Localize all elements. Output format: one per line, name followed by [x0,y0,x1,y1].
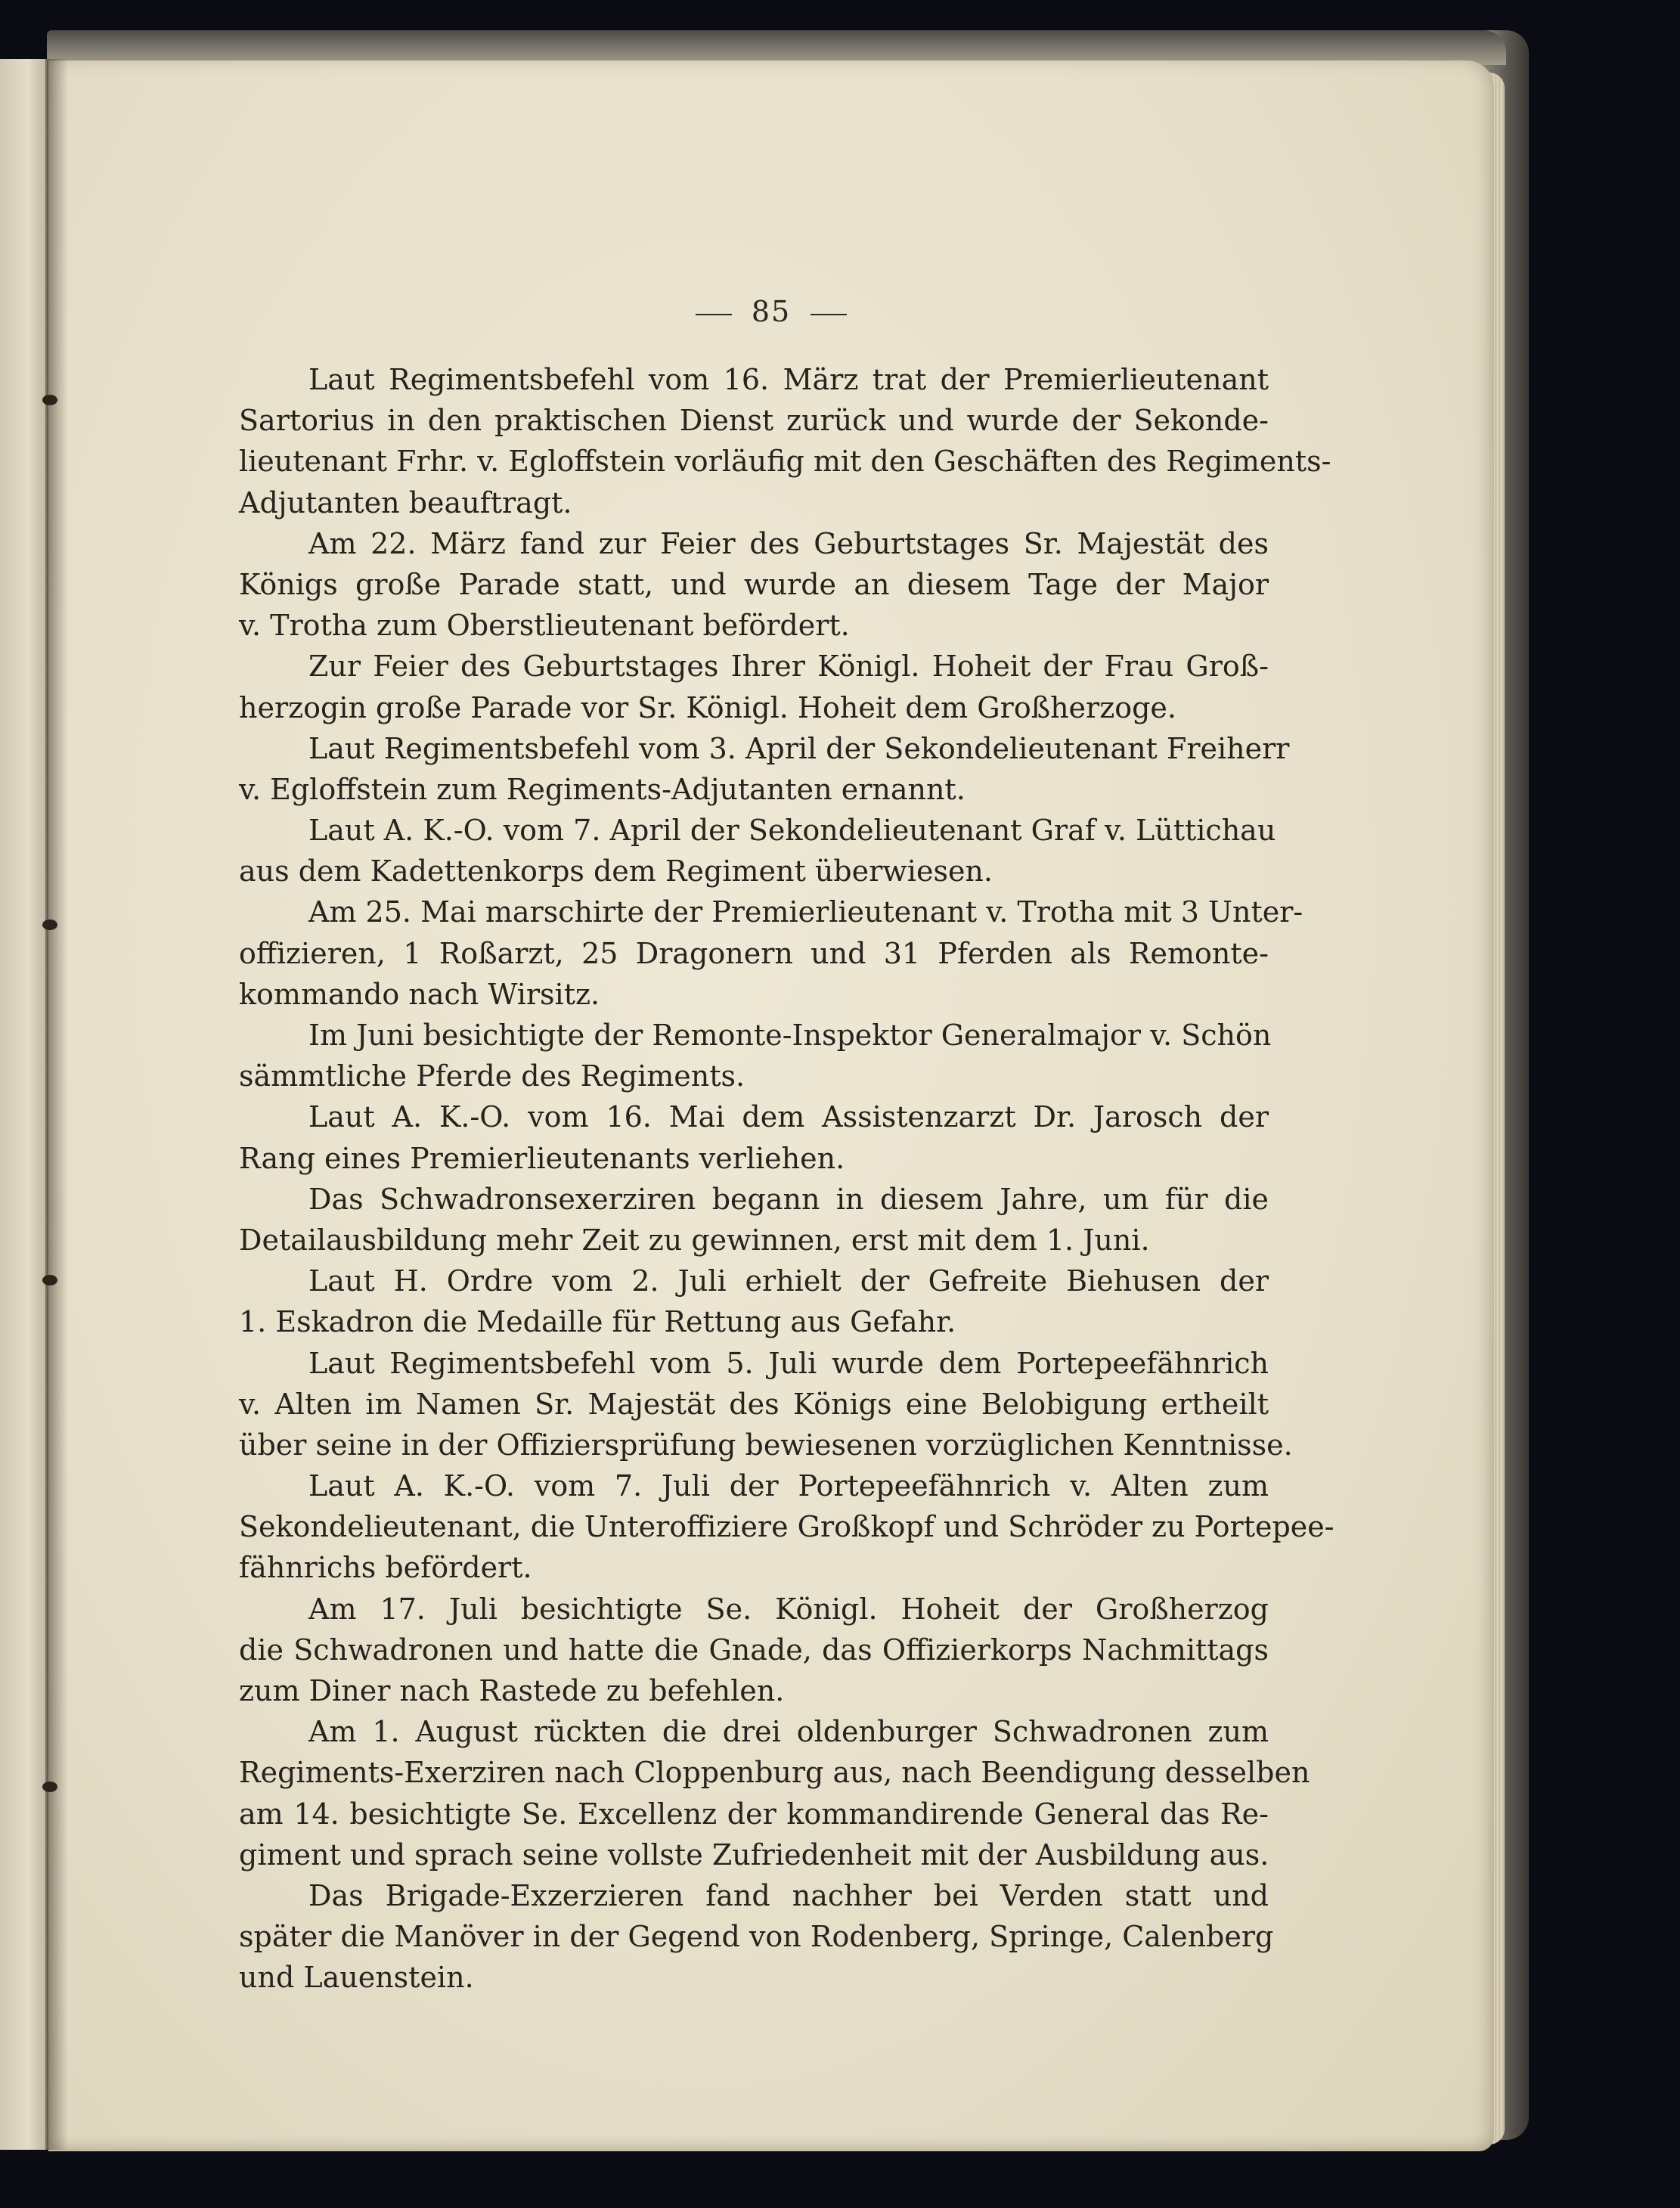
text-line: Königs große Parade statt, und wurde an diesem Tage der Major [239,567,1269,601]
text-line: Sartorius in den praktischen Dienst zurück und wurde der Sekonde- [239,404,1269,438]
page-number: 85 [751,295,792,328]
text-line: die Schwadronen und hatte die Gnade, das Offizierkorps Nachmittags [239,1633,1269,1667]
text-line: Zur Feier des Geburtstages Ihrer Königl. Hoheit der Frau Groß- [308,650,1269,684]
text-line: lieutenant Frhr. v. Egloffstein vorläufig mit den Geschäften des Regiments- [239,445,1331,479]
text-line: Detailausbildung mehr Zeit zu gewinnen, erst mit dem 1. Juni. [239,1223,1150,1257]
text-line: Am 25. Mai marschirte der Premierlieutenant v. Trotha mit 3 Unter- [308,895,1303,929]
text-line: Regiments-Exerziren nach Cloppenburg aus, nach Beendigung desselben [239,1756,1310,1790]
text-line: sämmtliche Pferde des Regiments. [239,1059,745,1093]
text-line: Laut Regimentsbefehl vom 3. April der Sekondelieutenant Freiherr [308,731,1290,765]
text-line: Das Schwadronsexerziren begann in diesem Jahre, um für die [308,1182,1269,1216]
binding-stitch [42,1782,57,1792]
text-line: Das Brigade-Exzerzieren fand nachher bei Verden statt und [308,1878,1269,1912]
text-line: v. Trotha zum Oberstlieutenant befördert. [239,609,850,643]
book-page [48,60,1494,2151]
text-line: Am 1. August rückten die drei oldenburger Schwadronen zum [308,1715,1269,1749]
text-line: später die Manöver in der Gegend von Rodenberg, Springe, Calenberg [239,1920,1274,1954]
header-dash-right [811,314,847,315]
text-line: giment und sprach seine vollste Zufriedenheit mit der Ausbildung aus. [239,1837,1269,1872]
text-line: Laut A. K.-O. vom 16. Mai dem Assistenzarzt Dr. Jarosch der [308,1100,1269,1134]
text-line: und Lauenstein. [239,1961,474,1995]
text-line: kommando nach Wirsitz. [239,977,600,1011]
left-page-edge [0,59,48,2150]
text-line: Laut Regimentsbefehl vom 16. März trat der Premierlieutenant [308,363,1269,396]
text-line: Sekondelieutenant, die Unteroffiziere Großkopf und Schröder zu Portepee- [239,1510,1334,1544]
text-line: v. Egloffstein zum Regiments-Adjutanten ernannt. [239,772,966,806]
text-line: über seine in der Offiziersprüfung bewiesenen vorzüglichen Kenntnisse. [239,1428,1293,1462]
text-line: Laut A. K.-O. vom 7. April der Sekondelieutenant Graf v. Lüttichau [308,814,1276,848]
body-text [239,359,1334,1999]
text-line: Im Juni besichtigte der Remonte-Inspektor Generalmajor v. Schön [308,1019,1272,1052]
text-line: Am 22. März fand zur Feier des Geburtstages Sr. Majestät des [308,526,1269,560]
binding-stitch [42,395,57,405]
text-line: Laut Regimentsbefehl vom 5. Juli wurde dem Portepeefähnrich [308,1346,1269,1380]
text-line: Am 17. Juli besichtigte Se. Königl. Hoheit der Großherzog [308,1592,1269,1626]
spine-shadow [45,59,68,2150]
text-line: Adjutanten beauftragt. [239,485,572,519]
text-line: aus dem Kadettenkorps dem Regiment überwiesen. [239,854,993,888]
text-line: zum Diner nach Rastede zu befehlen. [239,1674,785,1707]
text-line: Laut H. Ordre vom 2. Juli erhielt der Gefreite Biehusen der [308,1264,1269,1298]
page-header [48,295,1494,328]
binding-stitch [42,919,57,930]
text-line: v. Alten im Namen Sr. Majestät des Königs eine Belobigung ertheilt [239,1387,1269,1421]
text-line: Rang eines Premierlieutenants verliehen. [239,1141,845,1175]
text-line: herzogin große Parade vor Sr. Königl. Hoheit dem Großherzoge. [239,690,1176,724]
text-line: offizieren, 1 Roßarzt, 25 Dragonern und 31 Pferden als Remonte- [239,936,1269,970]
header-dash-left [696,314,732,315]
text-line: Laut A. K.-O. vom 7. Juli der Portepeefähnrich v. Alten zum [308,1469,1269,1503]
text-line: am 14. besichtigte Se. Excellenz der kommandirende General das Re- [239,1797,1269,1831]
text-line: fähnrichs befördert. [239,1551,532,1585]
text-line: 1. Eskadron die Medaille für Rettung aus Gefahr. [239,1305,956,1339]
binding-stitch [42,1275,57,1285]
